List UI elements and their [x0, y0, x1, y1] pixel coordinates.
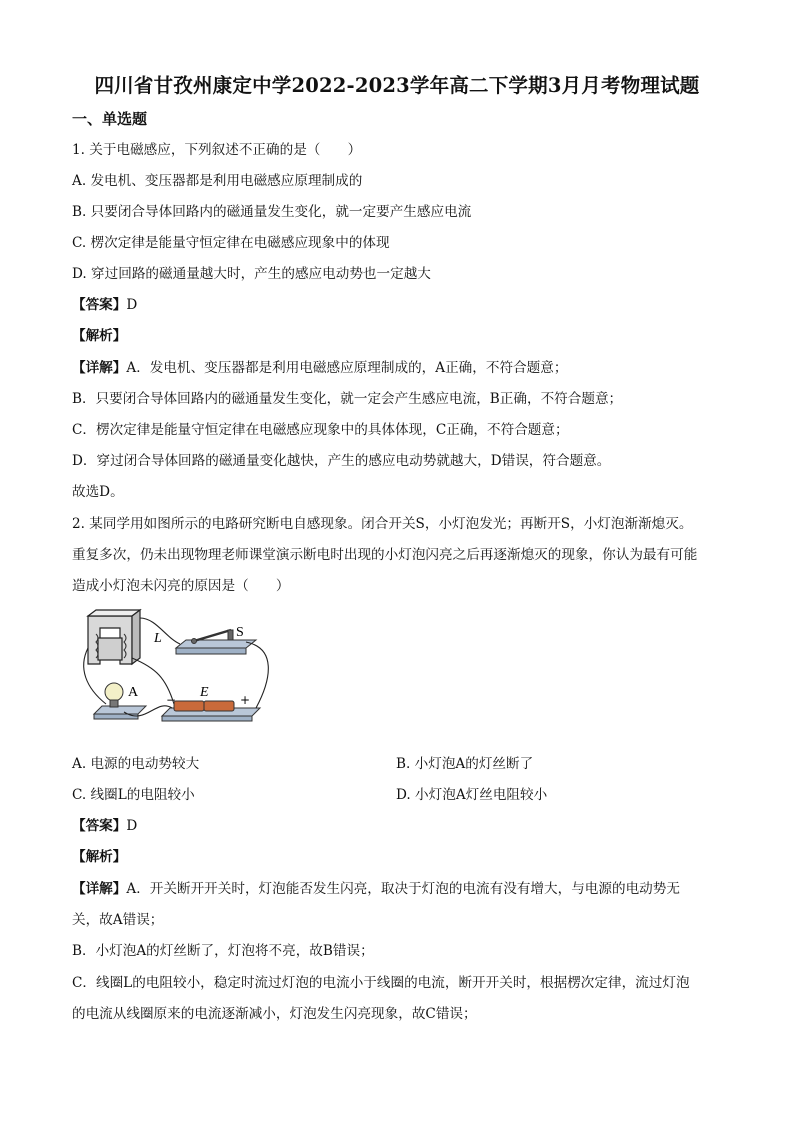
q1-stem: 1. 关于电磁感应，下列叙述不正确的是（ ） — [72, 142, 362, 158]
q2-detail-0 — [72, 879, 680, 899]
detail-tag: 【详解】 — [72, 360, 127, 376]
q1-detail-0 — [72, 358, 567, 378]
coil-core — [88, 610, 140, 664]
coil-label: L — [154, 631, 162, 646]
q2-option-d: D. 小灯泡A灯丝电阻较小 — [396, 787, 548, 803]
section-heading: 一、单选题 — [72, 110, 148, 128]
q2-option-c: C. 线圈L的电阻较小 — [72, 787, 195, 803]
q2-analysis-tag — [72, 847, 126, 867]
page-title: 四川省甘孜州康定中学2022-2023学年高二下学期3月月考物理试题 — [94, 74, 700, 97]
q2-detail-1: 关，故A错误； — [72, 912, 164, 928]
q1-detail-1: B．只要闭合导体回路内的磁通量发生变化，就一定会产生感应电流，B正确，不符合题意； — [72, 391, 623, 407]
answer-value: D — [126, 818, 138, 834]
q2-option-b: B. 小灯泡A的灯丝断了 — [396, 756, 534, 772]
battery-label: E — [200, 685, 209, 700]
answer-tag: 【答案】 — [72, 297, 127, 313]
switch-label: S — [236, 625, 244, 640]
q2-detail-3: C．线圈L的电阻较小，稳定时流过灯泡的电流小于线圈的电流，断开开关时，根据楞次定律，流过灯泡 — [72, 975, 690, 991]
q2-detail-2: B．小灯泡A的灯丝断了，灯泡将不亮，故B错误； — [72, 943, 374, 959]
bulb-label: A — [128, 685, 139, 700]
plus-label: + — [240, 693, 251, 707]
q2-stem-2: 造成小灯泡未闪亮的原因是（ ） — [72, 578, 290, 594]
q1-option-d: D. 穿过回路的磁通量越大时，产生的感应电动势也一定越大 — [72, 266, 431, 282]
analysis-tag: 【解析】 — [72, 849, 127, 865]
q1-answer — [72, 295, 137, 315]
detail-text: A．开关断开开关时，灯泡能否发生闪亮，取决于灯泡的电流有没有增大，与电源的电动势无 — [126, 881, 680, 897]
analysis-tag: 【解析】 — [72, 328, 127, 344]
q2-option-a: A. 电源的电动势较大 — [72, 756, 200, 772]
q2-detail-4: 的电流从线圈原来的电流逐渐减小，灯泡发生闪亮现象，故C错误； — [72, 1006, 477, 1022]
q1-detail-2: C．楞次定律是能量守恒定律在电磁感应现象中的具体体现，C正确，不符合题意； — [72, 422, 569, 438]
q1-option-b: B. 只要闭合导体回路内的磁通量发生变化，就一定要产生感应电流 — [72, 204, 472, 220]
q1-option-c: C. 楞次定律是能量守恒定律在电磁感应现象中的体现 — [72, 235, 390, 251]
q2-answer — [72, 816, 137, 836]
answer-tag: 【答案】 — [72, 818, 127, 834]
detail-text: A．发电机、变压器都是利用电磁感应原理制成的，A正确，不符合题意； — [126, 360, 568, 376]
q1-detail-3: D．穿过闭合导体回路的磁通量变化越快，产生的感应电动势就越大，D错误，符合题意。 — [72, 453, 611, 469]
minus-label: − — [166, 693, 177, 707]
q1-option-a: A. 发电机、变压器都是利用电磁感应原理制成的 — [72, 173, 363, 189]
switch — [176, 630, 256, 654]
circuit-figure — [76, 608, 276, 728]
q1-analysis-tag — [72, 326, 126, 346]
q1-detail-4: 故选D。 — [72, 484, 124, 500]
q2-stem-1: 重复多次，仍未出现物理老师课堂演示断电时出现的小灯泡闪亮之后再逐渐熄灭的现象，你认为最有可能 — [72, 547, 698, 563]
detail-tag: 【详解】 — [72, 881, 127, 897]
answer-value: D — [126, 297, 138, 313]
q2-stem-0: 2. 某同学用如图所示的电路研究断电自感现象。闭合开关S，小灯泡发光；再断开S，小灯泡渐渐熄灭。 — [72, 516, 693, 532]
